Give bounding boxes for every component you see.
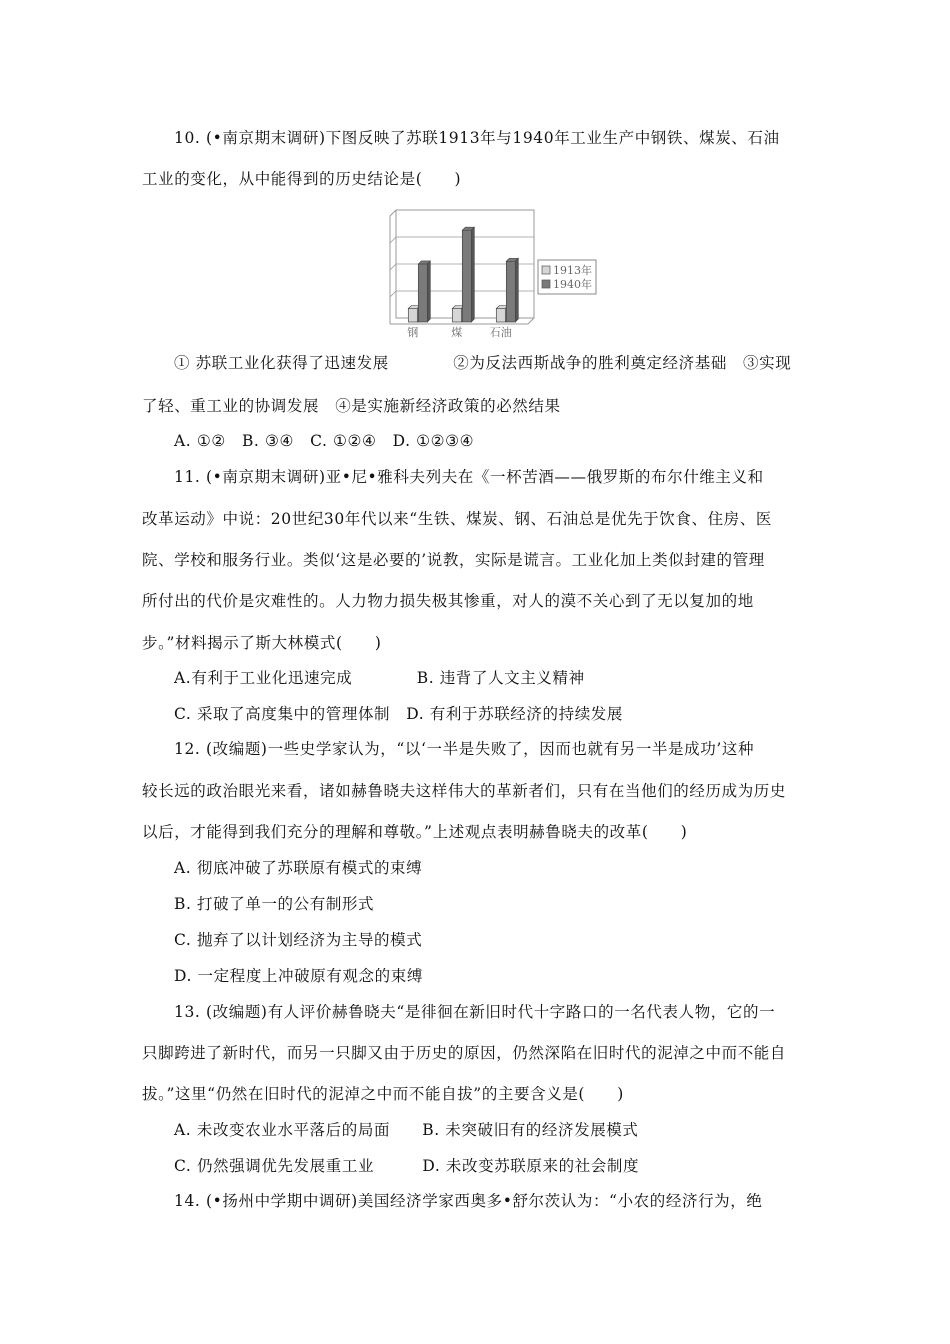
legend-swatch-1913年	[542, 266, 550, 274]
q12-stem-line1: 12. (改编题)一些史学家认为，“以‘一半是失败了，因而也就有另一半是成功’这种	[174, 740, 755, 758]
legend-label-1913年: 1913年	[553, 264, 592, 277]
q12-stem-line3: 以后，才能得到我们充分的理解和尊敬。”上述观点表明赫鲁晓夫的改革( )	[142, 823, 688, 841]
q12-option-c: C. 抛弃了以计划经济为主导的模式	[174, 931, 423, 949]
q12-option-d: D. 一定程度上冲破原有观念的束缚	[174, 967, 423, 985]
bar-side-1940年-石油	[515, 258, 518, 322]
bar-1940年-煤	[462, 230, 471, 322]
bar-1940年-石油	[506, 261, 515, 322]
legend-swatch-1940年	[542, 280, 550, 288]
q13-options-cd: C. 仍然强调优先发展重工业 D. 未改变苏联原来的社会制度	[174, 1157, 640, 1175]
q10-statements-line2: 了轻、重工业的协调发展 ④是实施新经济政策的必然结果	[142, 397, 561, 415]
q10-stem-line1: 10. (•南京期末调研)下图反映了苏联1913年与1940年工业生产中钢铁、煤炭、石油	[174, 129, 780, 147]
q10-options: A. ①② B. ③④ C. ①②④ D. ①②③④	[174, 432, 475, 450]
bar-side-1940年-煤	[471, 227, 474, 322]
gridline-side	[390, 264, 396, 270]
q10-stem-line2: 工业的变化，从中能得到的历史结论是( )	[142, 170, 462, 188]
q13-stem-line2: 只脚跨进了新时代，而另一只脚又由于历史的原因，仍然深陷在旧时代的泥淖之中而不能自	[142, 1044, 787, 1062]
bar-1940年-钢	[418, 264, 427, 322]
side-wall-top	[390, 210, 396, 216]
bar-1913年-钢	[408, 309, 417, 323]
legend-label-1940年: 1940年	[553, 278, 592, 291]
q13-stem-line1: 13. (改编题)有人评价赫鲁晓夫“是徘徊在新旧时代十字路口的一名代表人物，它的一	[174, 1003, 776, 1021]
q11-stem-line5: 步。”材料揭示了斯大林模式( )	[142, 634, 382, 652]
gridline-side	[390, 291, 396, 297]
q11-stem-line4: 所付出的代价是灾难性的。人力物力损失极其惨重，对人的漠不关心到了无以复加的地	[142, 592, 754, 610]
bar-1913年-煤	[452, 309, 461, 323]
industry-bar-chart	[384, 205, 599, 340]
tick-label-石油: 石油	[489, 326, 512, 339]
q12-stem-line2: 较长远的政治眼光来看，诸如赫鲁晓夫这样伟大的革新者们，只有在当他们的经历成为历史	[142, 782, 787, 800]
q10-statements-line1: ① 苏联工业化获得了迅速发展 ②为反法西斯战争的胜利奠定经济基础 ③实现	[174, 354, 792, 372]
tick-label-钢: 钢	[407, 326, 419, 339]
floor-right-edge	[528, 318, 534, 324]
q13-stem-line3: 拔。”这里“仍然在旧时代的泥淖之中而不能自拔”的主要含义是( )	[142, 1085, 624, 1103]
chart-svg	[384, 205, 599, 340]
q13-options-ab: A. 未改变农业水平落后的局面 B. 未突破旧有的经济发展模式	[174, 1121, 639, 1139]
q12-option-a: A. 彻底冲破了苏联原有模式的束缚	[174, 859, 423, 877]
tick-label-煤: 煤	[451, 326, 463, 339]
q12-option-b: B. 打破了单一的公有制形式	[174, 895, 375, 913]
q14-stem-line1: 14. (•扬州中学期中调研)美国经济学家西奥多•舒尔茨认为：“小农的经济行为，绝	[174, 1192, 763, 1210]
q11-stem-line3: 院、学校和服务行业。类似‘这是必要的’说教，实际是谎言。工业化加上类似封建的管理	[142, 551, 765, 569]
bar-1913年-石油	[496, 309, 505, 323]
q11-options-ab: A.有利于工业化迅速完成 B. 违背了人文主义精神	[174, 669, 585, 687]
q11-options-cd: C. 采取了高度集中的管理体制 D. 有利于苏联经济的持续发展	[174, 705, 623, 723]
gridline-side	[390, 237, 396, 243]
bar-side-1940年-钢	[427, 261, 430, 322]
q11-stem-line1: 11. (•南京期末调研)亚•尼•雅科夫列夫在《一杯苦酒——俄罗斯的布尔什维主义和	[174, 468, 764, 486]
q11-stem-line2: 改革运动》中说：20世纪30年代以来“生铁、煤炭、钢、石油总是优先于饮食、住房、医	[142, 510, 772, 528]
